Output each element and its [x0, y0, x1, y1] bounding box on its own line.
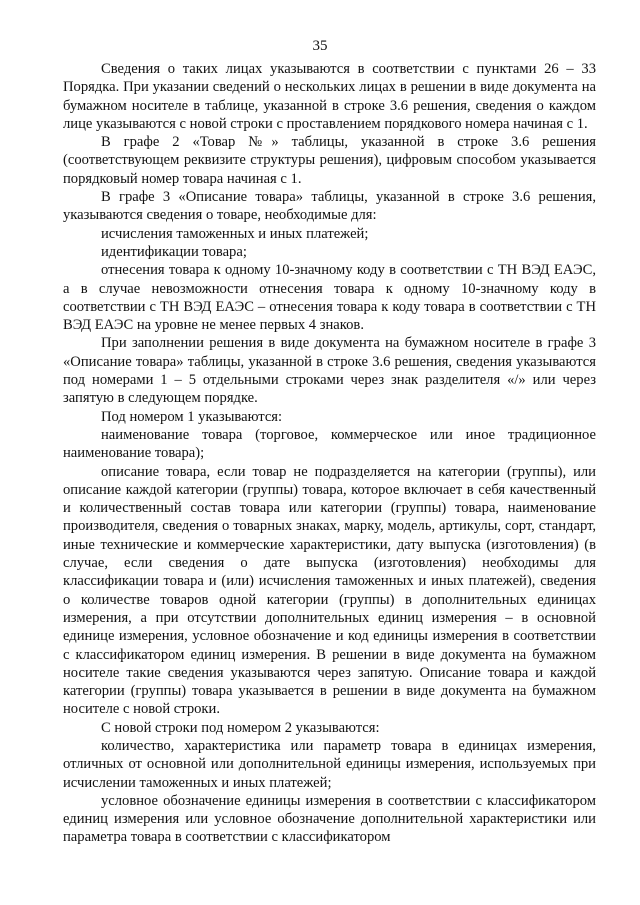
paragraph: При заполнении решения в виде документа на бумажном носителе в графе 3 «Описание товара» таблицы, указанной в строке 3.6 решения, сведения указываются под номерами 1 – 5 отдельными строками через знак разделителя «/» или через запятую в следующем порядке.	[63, 335, 596, 407]
paragraph: наименование товара (торговое, коммерческое или иное традиционное наименование товара);	[63, 426, 596, 462]
paragraph: исчисления таможенных и иных платежей;	[101, 225, 369, 242]
page-number: 35	[312, 38, 328, 54]
paragraph: описание товара, если товар не подразделяется на категории (группы), или описание каждой категории (группы) товара, которое включает в себя качественный и количественный состав товара или категории (группы) товара, наименование производителя, сведения о товарных знаках, марку, модель, артикулы, сорт, стандарт, иные технические и коммерческие характеристики, дату выпуска (изготовления) (в случае, если сведения о дате выпуска (изготовления) необходимы для классификации товара и (или) исчисления таможенных и иных платежей), сведения о количестве товаров одной категории (группы) в дополнительных единицах измерения, а при отсутствии дополнительных единиц измерения – в основной единице измерения, условное обозначение и код единицы измерения в соответствии с классификатором единиц измерения. В решении в виде документа на бумажном носителе такие сведения указываются через запятую. Описание товара и каждой категории (группы) товара указывается в решении в виде документа на бумажном носителе с новой строки.	[63, 463, 596, 718]
paragraph: С новой строки под номером 2 указываются:	[101, 719, 380, 736]
paragraph: Сведения о таких лицах указываются в соответствии с пунктами 26 – 33 Порядка. При указании сведений о нескольких лицах в решении в виде документа на бумажном носителе в таблице, указанной в строке 3.6 решения, сведения о каждом лице указываются с новой строки с проставлением порядкового номера начиная с 1.	[63, 61, 596, 132]
paragraph: идентификации товара;	[101, 243, 247, 260]
paragraph: условное обозначение единицы измерения в соответствии с классификатором единиц измерения или условное обозначение дополнительной характеристики или параметра товара в соответствии с классификатором	[63, 792, 596, 846]
paragraph: отнесения товара к одному 10-значному коду в соответствии с ТН ВЭД ЕАЭС, а в случае невозможности отнесения товара к одному 10-значному коду в соответствии с ТН ВЭД ЕАЭС – отнесения товара к коду товара в соответствии с ТН ВЭД ЕАЭС на уровне не менее первых 4 знаков.	[63, 262, 596, 334]
document-body	[63, 60, 596, 847]
paragraph: Под номером 1 указываются:	[101, 408, 283, 425]
paragraph: количество, характеристика или параметр товара в единицах измерения, отличных от основной или дополнительной единицы измерения, используемых при исчислении таможенных и иных платежей;	[63, 737, 596, 791]
paragraph: В графе 3 «Описание товара» таблицы, указанной в строке 3.6 решения, указываются сведения о товаре, необходимые для:	[63, 189, 596, 224]
paragraph: В графе 2 «Товар №» таблицы, указанной в строке 3.6 решения (соответствующем реквизите структуры решения), цифровым способом указывается порядковый номер товара начиная с 1.	[63, 134, 596, 187]
